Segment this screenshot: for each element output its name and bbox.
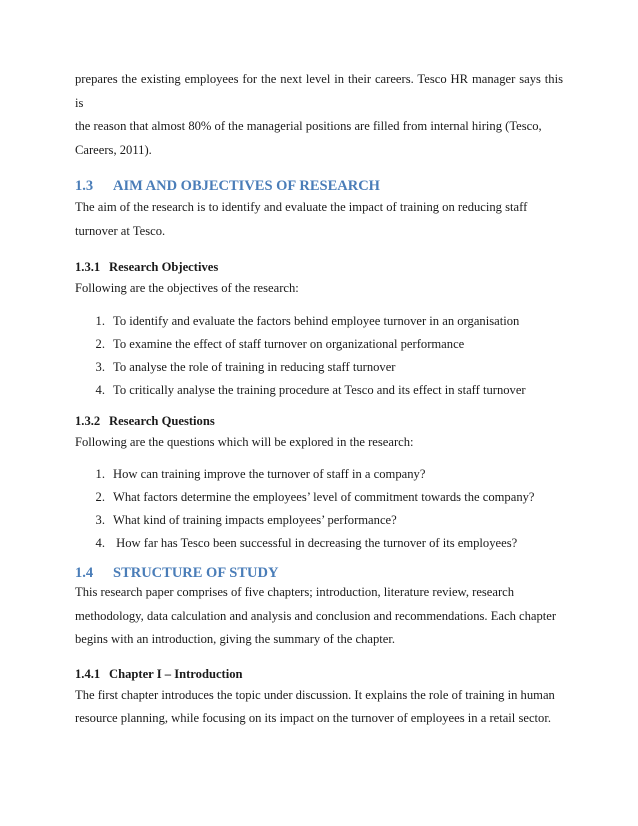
list-marker: 2. [95,490,105,504]
list-item-text: How far has Tesco been successful in decreasing the turnover of its employees? [113,536,518,550]
questions-intro: Following are the questions which will be explored in the research: [75,434,414,449]
section-number: 1.4 [75,565,94,581]
objectives-list [75,310,563,402]
section-number: 1.3 [75,178,94,194]
text-line: begins with an introduction, giving the summary of the chapter. [75,632,396,646]
list-item [75,356,563,379]
list-item [75,310,563,333]
page-content [75,68,563,731]
list-item-text: To examine the effect of staff turnover on organizational performance [113,336,465,351]
intro-paragraph [75,68,563,162]
list-item-text: To analyse the role of training in reducing staff turnover [113,359,396,374]
list-marker: 1. [95,313,105,328]
list-item-text: How can training improve the turnover of staff in a company? [113,467,426,481]
chapter-one-paragraph [75,684,563,731]
subsection-number: 1.3.1 [75,260,101,274]
text-line: Careers, 2011). [75,142,152,157]
list-item [75,379,563,402]
list-item [75,333,563,356]
text-line: resource planning, while focusing on its impact on the turnover of employees in a retail sector. [75,711,551,725]
subsection-title: Chapter I – Introduction [109,666,243,681]
list-item-text: To critically analyse the training procedure at Tesco and its effect in staff turnover [113,382,526,397]
text-line: The aim of the research is to identify and evaluate the impact of training on reducing staff [75,200,528,214]
list-marker: 4. [95,536,105,550]
list-item [75,463,563,486]
subsection-title: Research Questions [109,413,215,428]
objectives-intro: Following are the objectives of the research: [75,281,299,295]
subsection-heading-1-3-2 [75,411,563,431]
list-marker: 3. [95,513,105,527]
list-item [75,486,563,509]
text-line: The first chapter introduces the topic under discussion. It explains the role of training in human [75,687,555,702]
list-marker: 3. [95,359,105,374]
section-title: AIM AND OBJECTIVES OF RESEARCH [113,178,380,194]
list-marker: 2. [95,336,105,351]
text-line: This research paper comprises of five chapters; introduction, literature review, research [75,585,515,599]
text-line: methodology, data calculation and analysis and conclusion and recommendations. Each chapter [75,608,557,623]
section-heading-1-3 [75,176,563,196]
list-item-text: What factors determine the employees’ level of commitment towards the company? [113,490,535,504]
structure-paragraph [75,581,563,652]
list-item-text: What kind of training impacts employees’ performance? [113,513,397,527]
subsection-number: 1.4.1 [75,666,101,681]
subsection-title: Research Objectives [109,260,219,274]
subsection-heading-1-4-1 [75,664,563,684]
text-line: the reason that almost 80% of the managerial positions are filled from internal hiring (Tesco, [75,119,542,133]
aim-paragraph [75,196,563,243]
list-item-text: To identify and evaluate the factors behind employee turnover in an organisation [113,313,520,328]
text-line: prepares the existing employees for the next level in their careers. Tesco HR manager says this is [75,72,563,110]
list-item [75,509,563,532]
section-heading-1-4 [75,563,563,583]
section-title: STRUCTURE OF STUDY [113,565,279,581]
list-marker: 1. [95,467,105,481]
subsection-number: 1.3.2 [75,413,101,428]
questions-list [75,463,563,555]
list-marker: 4. [95,382,105,397]
list-item [75,532,563,555]
text-line: turnover at Tesco. [75,223,166,238]
subsection-heading-1-3-1 [75,257,563,277]
